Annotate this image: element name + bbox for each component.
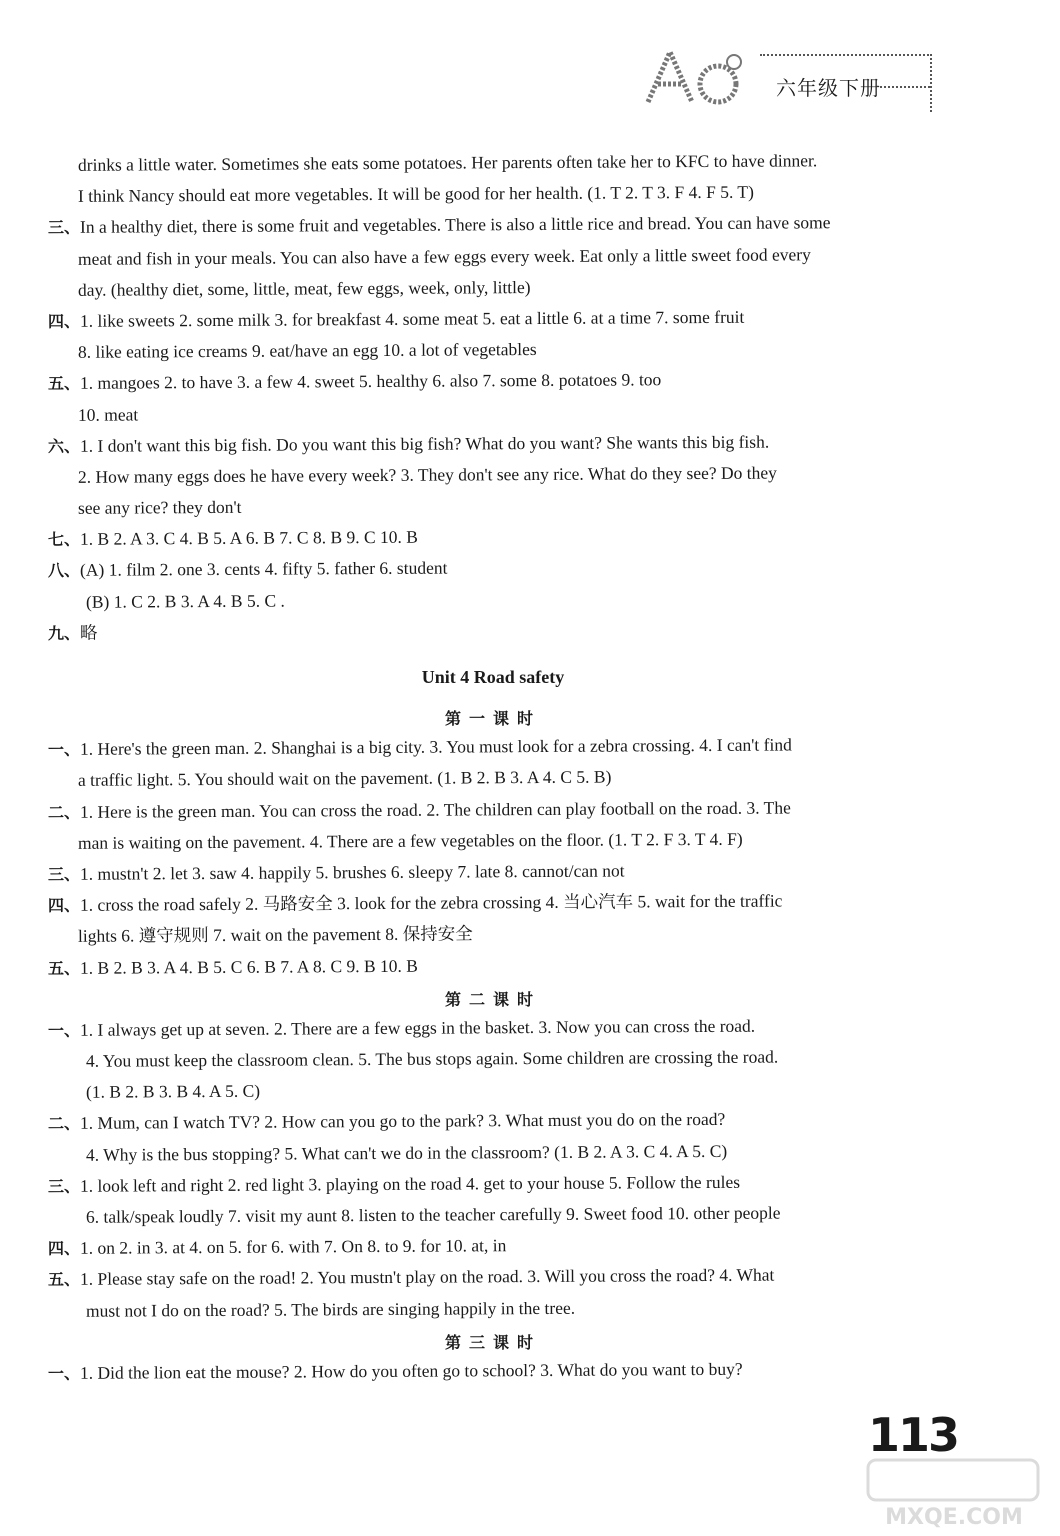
answer-line bbox=[48, 947, 938, 984]
lesson-title: 第二课时 bbox=[444, 989, 541, 1009]
answer-text: 略 bbox=[79, 622, 98, 643]
answer-line bbox=[48, 363, 938, 400]
question-marker: 四、 bbox=[47, 311, 81, 331]
answer-text: 8. like eating ice creams 9. eat/have an egg 10. a lot of vegetables bbox=[77, 339, 537, 362]
question-marker: 三、 bbox=[47, 218, 81, 238]
answer-text: a traffic light. 5. You should wait on the pavement. (1. B 2. B 3. A 4. C 5. B) bbox=[77, 766, 612, 791]
answer-text: 4. Why is the bus stopping? 5. What can't we do in the classroom? (1. B 2. A 3. C 4. A 5. C) bbox=[85, 1140, 728, 1165]
header-dotted-rule bbox=[880, 86, 930, 88]
page-number: 113 bbox=[868, 1408, 959, 1462]
question-marker: 三、 bbox=[47, 864, 81, 884]
answer-text: 1. like sweets 2. some milk 3. for breakfast 4. some meat 5. eat a little 6. at a time 7. some fruit bbox=[79, 306, 745, 331]
question-marker: 一、 bbox=[47, 1363, 81, 1383]
answer-text: 1. look left and right 2. red light 3. playing on the road 4. get to your house 5. Follow the rules bbox=[79, 1171, 741, 1196]
question-marker: 九、 bbox=[47, 623, 81, 643]
answer-text: 1. B 2. B 3. A 4. B 5. C 6. B 7. A 8. C 9. B 10. B bbox=[79, 955, 418, 978]
answer-text: In a healthy diet, there is some fruit and vegetables. There is also a little rice and bread. You can have some bbox=[79, 212, 831, 238]
answer-line bbox=[48, 1259, 938, 1296]
answer-line bbox=[48, 1353, 938, 1390]
answer-text: meat and fish in your meals. You can also have a few eggs every week. Eat only a little sweet food every bbox=[77, 243, 811, 269]
answer-text: 1. Here's the green man. 2. Shanghai is a big city. 3. You must look for a zebra crossing. 4. I can't find bbox=[79, 734, 792, 759]
answer-text: 1. I always get up at seven. 2. There are a few eggs in the basket. 3. Now you can cross the road. bbox=[79, 1015, 756, 1040]
question-marker: 四、 bbox=[47, 895, 81, 916]
answer-text: 1. on 2. in 3. at 4. on 5. for 6. with 7. On 8. to 9. for 10. at, in bbox=[79, 1235, 507, 1258]
answer-text: (B) 1. C 2. B 3. A 4. B 5. C . bbox=[85, 590, 285, 612]
answer-line bbox=[48, 238, 938, 275]
answer-line bbox=[48, 916, 938, 953]
answer-text: 1. mangoes 2. to have 3. a few 4. sweet 5. healthy 6. also 7. some 8. potatoes 9. too bbox=[79, 369, 662, 394]
grade-label: 六年级下册 bbox=[776, 76, 881, 100]
ab-logo-icon bbox=[640, 40, 780, 120]
answer-text: 1. mustn't 2. let 3. saw 4. happily 5. brushes 6. sleepy 7. late 8. cannot/can not bbox=[79, 860, 625, 884]
answer-line bbox=[48, 581, 938, 618]
page-header bbox=[640, 40, 940, 120]
answer-text: lights 6. 遵守规则 7. wait on the pavement 8. 保持安全 bbox=[77, 923, 473, 947]
answer-line bbox=[48, 1134, 938, 1171]
question-marker: 一、 bbox=[47, 739, 81, 760]
unit-title: Unit 4 Road safety bbox=[421, 667, 565, 687]
answer-text: 1. Please stay safe on the road! 2. You mustn't play on the road. 3. Will you cross the road? 4. What bbox=[79, 1264, 775, 1290]
answer-line bbox=[48, 1103, 938, 1140]
question-marker: 八、 bbox=[47, 561, 81, 581]
answer-text: must not I do on the road? 5. The birds are singing happily in the tree. bbox=[85, 1297, 576, 1321]
question-marker: 三、 bbox=[47, 1176, 81, 1196]
answer-text: (1. B 2. B 3. B 4. A 5. C) bbox=[85, 1080, 261, 1103]
answer-text: 1. B 2. A 3. C 4. B 5. A 6. B 7. C 8. B 9. C 10. B bbox=[79, 526, 418, 550]
answer-text: 1. Mum, can I watch TV? 2. How can you go to the park? 3. What must you do on the road? bbox=[79, 1109, 726, 1134]
answer-text: 6. talk/speak loudly 7. visit my aunt 8. listen to the teacher carefully 9. Sweet food 10. other people bbox=[85, 1202, 781, 1227]
question-marker: 四、 bbox=[47, 1238, 81, 1259]
question-marker: 五、 bbox=[47, 958, 81, 978]
watermark-logo-icon bbox=[860, 1456, 1050, 1534]
question-marker: 七、 bbox=[47, 530, 81, 550]
answer-line bbox=[48, 207, 938, 244]
question-marker: 五、 bbox=[47, 1270, 81, 1290]
answer-text: 1. I don't want this big fish. Do you want this big fish? What do you want? She wants this big fish. bbox=[79, 431, 770, 456]
answer-line bbox=[48, 612, 938, 649]
answer-text: man is waiting on the pavement. 4. There are a few vegetables on the floor. (1. T 2. F 3. T 4. F) bbox=[77, 828, 743, 853]
answer-text: 4. You must keep the classroom clean. 5. The bus stops again. Some children are crossing the road. bbox=[85, 1046, 779, 1071]
answer-line bbox=[48, 1290, 938, 1327]
answer-text: 1. Did the lion eat the mouse? 2. How do you often go to school? 3. What do you want to buy? bbox=[79, 1358, 743, 1383]
answer-text: 2. How many eggs does he have every week? 3. They don't see any rice. What do they see? Do they bbox=[77, 462, 777, 487]
answer-text: see any rice? they don't bbox=[77, 496, 242, 518]
answer-text: (A) 1. film 2. one 3. cents 4. fifty 5. father 6. student bbox=[79, 557, 448, 581]
answer-text: drinks a little water. Sometimes she eats some potatoes. Her parents often take her to KFC to have dinner. bbox=[77, 150, 818, 175]
answer-line bbox=[48, 791, 938, 828]
question-marker: 二、 bbox=[47, 802, 81, 822]
answer-line bbox=[48, 760, 938, 797]
answer-text: I think Nancy should eat more vegetables. It will be good for her health. (1. T 2. T 3. F 4. F 5. T) bbox=[77, 181, 754, 207]
question-marker: 一、 bbox=[47, 1020, 81, 1040]
answer-text: 10. meat bbox=[77, 403, 139, 425]
answer-text: 1. Here is the green man. You can cross the road. 2. The children can play football on the road. 3. The bbox=[79, 797, 791, 822]
question-marker: 二、 bbox=[47, 1114, 81, 1134]
answer-text: day. (healthy diet, some, little, meat, few eggs, week, only, little) bbox=[77, 276, 531, 300]
answer-content bbox=[48, 150, 938, 1389]
answer-text: 1. cross the road safely 2. 马路安全 3. look for the zebra crossing 4. 当心汽车 5. wait for the traffic bbox=[79, 890, 783, 915]
lesson-title: 第一课时 bbox=[444, 709, 541, 728]
question-marker: 六、 bbox=[47, 436, 81, 456]
answer-line bbox=[48, 394, 938, 431]
watermark-text: MXQE.COM bbox=[885, 1505, 1023, 1530]
lesson-title: 第三课时 bbox=[444, 1332, 541, 1352]
answer-line bbox=[48, 550, 938, 587]
question-marker: 五、 bbox=[47, 374, 81, 394]
